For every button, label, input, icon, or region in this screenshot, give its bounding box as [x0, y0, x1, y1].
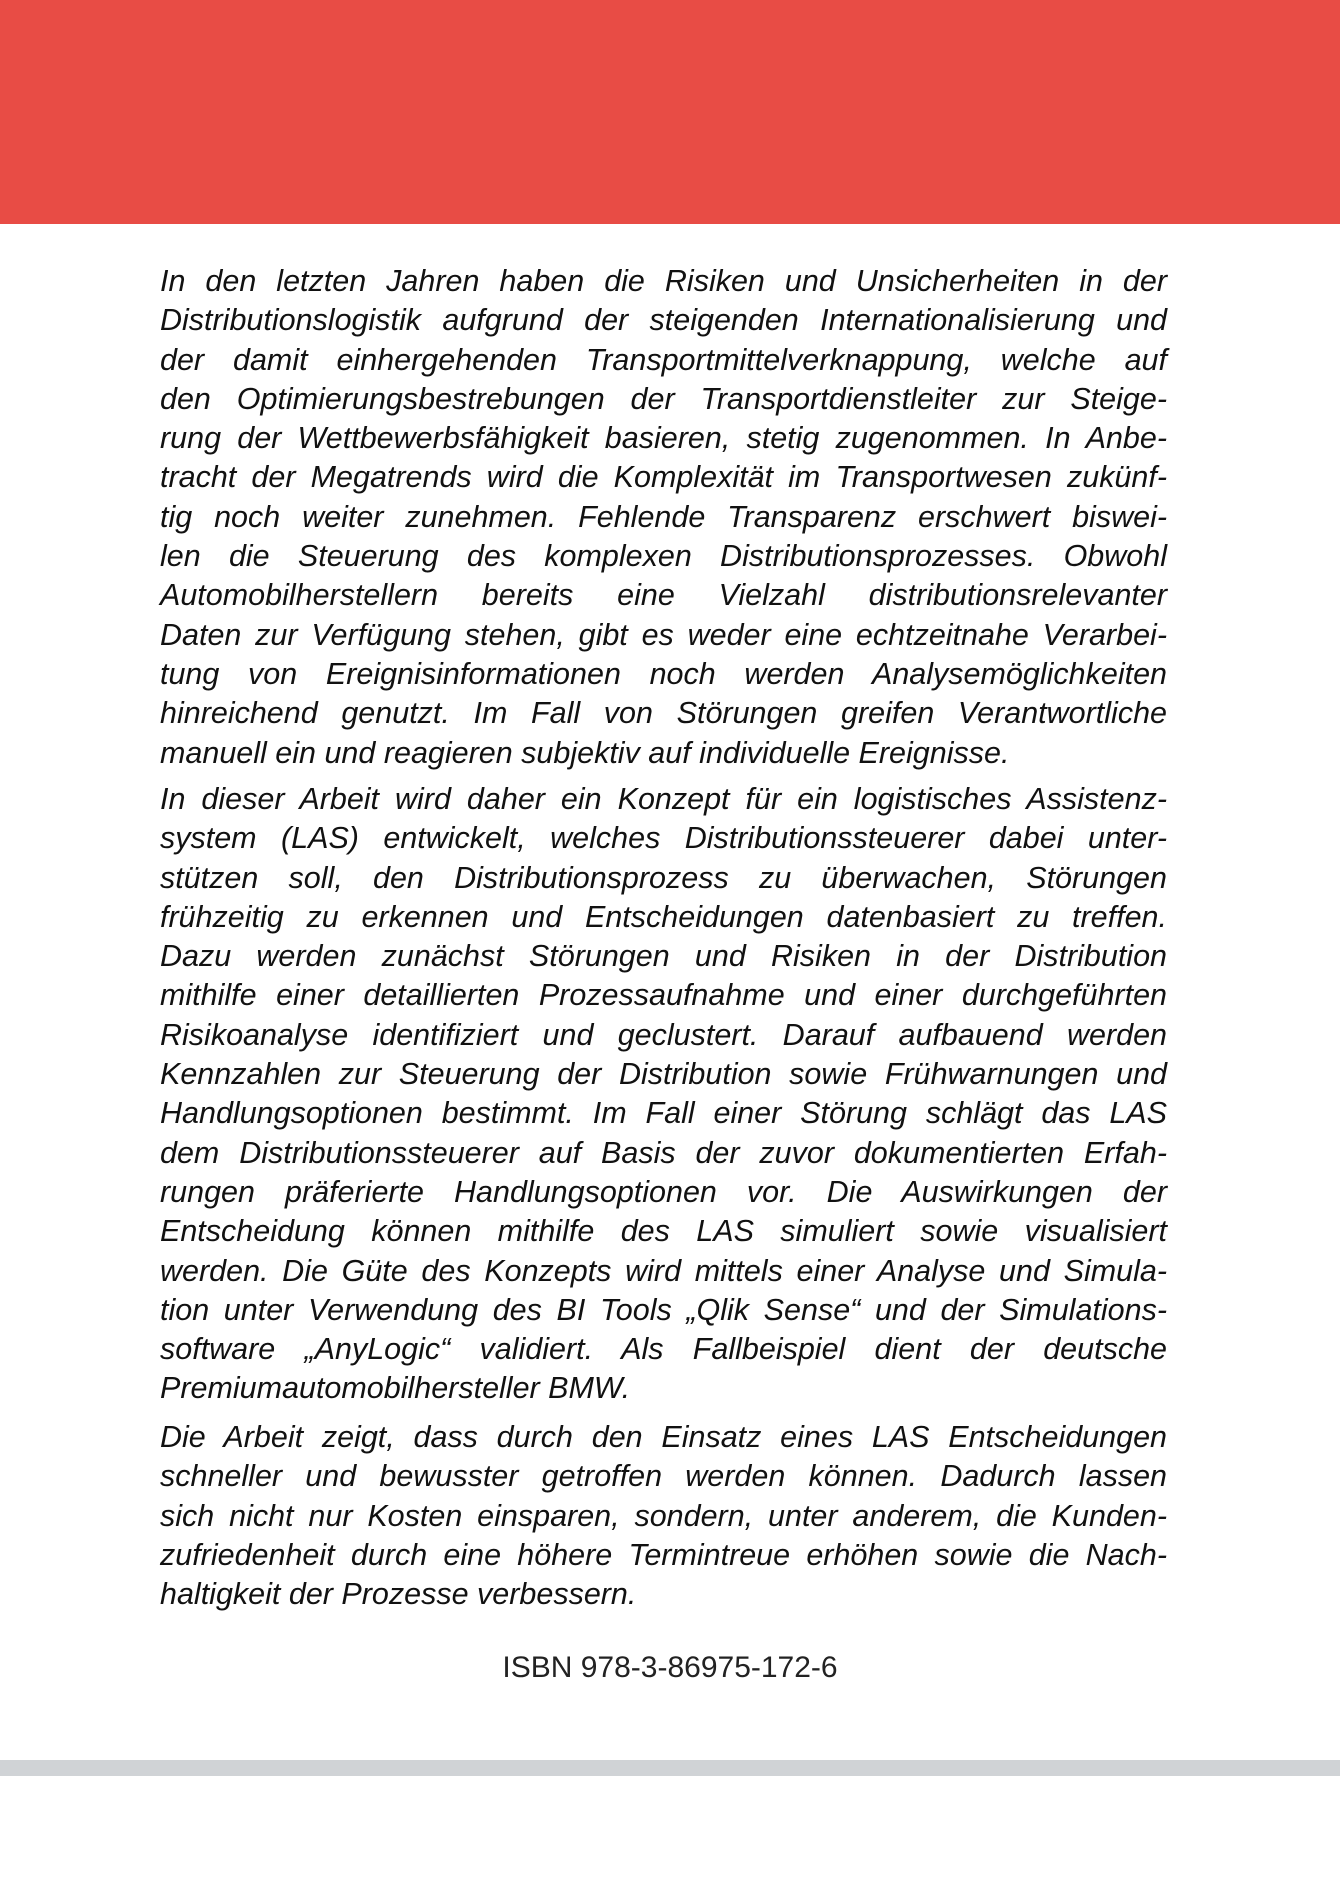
text-line: Premiumautomobilhersteller BMW. — [160, 1371, 631, 1406]
text-line: hinreichend genutzt. Im Fall von Störungen greifen Verantwortliche — [160, 696, 1167, 731]
text-line: dem Distributionssteuerer auf Basis der zuvor dokumentierten Erfah- — [160, 1135, 1167, 1170]
text-line: stützen soll, den Distributionsprozess zu überwachen, Störungen — [160, 860, 1167, 895]
text-line: sich nicht nur Kosten einsparen, sondern, unter anderem, die Kunden- — [160, 1498, 1167, 1533]
text-line: rungen präferierte Handlungsoptionen vor. Die Auswirkungen der — [160, 1174, 1167, 1209]
text-line: Kennzahlen zur Steuerung der Distribution sowie Frühwarnungen und — [160, 1057, 1167, 1092]
text-line: rung der Wettbewerbsfähigkeit basieren, stetig zugenommen. In Anbe- — [160, 421, 1167, 456]
text-line: frühzeitig zu erkennen und Entscheidungen datenbasiert zu treffen. — [160, 899, 1167, 934]
text-line: Distributionslogistik aufgrund der steigenden Internationalisierung und — [160, 303, 1167, 338]
text-line: In den letzten Jahren haben die Risiken und Unsicherheiten in der — [160, 264, 1167, 298]
text-line: Entscheidung können mithilfe des LAS simuliert sowie visualisiert — [160, 1214, 1167, 1249]
text-line: Die Arbeit zeigt, dass durch den Einsatz eines LAS Entscheidungen — [160, 1420, 1167, 1454]
top-color-band — [0, 0, 1340, 224]
abstract-paragraph-3 — [160, 1418, 1167, 1614]
text-line: werden. Die Güte des Konzepts wird mittels einer Analyse und Simula- — [160, 1253, 1167, 1288]
text-line: Handlungsoptionen bestimmt. Im Fall einer Störung schlägt das LAS — [160, 1096, 1167, 1131]
text-line: tig noch weiter zunehmen. Fehlende Transparenz erschwert biswei- — [160, 499, 1167, 534]
text-line: schneller und bewusster getroffen werden können. Dadurch lassen — [160, 1459, 1167, 1494]
text-line: zufriedenheit durch eine höhere Termintreue erhöhen sowie die Nach- — [160, 1537, 1167, 1572]
text-line: tracht der Megatrends wird die Komplexität im Transportwesen zukünf- — [160, 460, 1167, 495]
isbn-number: ISBN 978-3-86975-172-6 — [502, 1651, 838, 1684]
abstract-paragraph-1 — [160, 262, 1167, 773]
text-line: manuell ein und reagieren subjektiv auf individuelle Ereignisse. — [160, 735, 1010, 770]
text-line: system (LAS) entwickelt, welches Distributionssteuerer dabei unter- — [160, 821, 1167, 856]
text-line: Daten zur Verfügung stehen, gibt es weder eine echtzeitnahe Verarbei- — [160, 617, 1167, 652]
text-line: software „AnyLogic“ validiert. Als Fallbeispiel dient der deutsche — [160, 1332, 1167, 1367]
text-line: Automobilherstellern bereits eine Vielzahl distributionsrelevanter — [160, 578, 1167, 613]
abstract-paragraph-2 — [160, 780, 1167, 1409]
text-line: In dieser Arbeit wird daher ein Konzept für ein logistisches Assistenz- — [160, 782, 1167, 816]
text-line: tion unter Verwendung des BI Tools „Qlik Sense“ und der Simulations- — [160, 1292, 1167, 1327]
text-line: Dazu werden zunächst Störungen und Risiken in der Distribution — [160, 939, 1167, 974]
text-line: tung von Ereignisinformationen noch werden Analysemöglichkeiten — [160, 656, 1167, 691]
text-line: len die Steuerung des komplexen Distributionsprozesses. Obwohl — [160, 539, 1167, 574]
bottom-divider-band — [0, 1760, 1340, 1776]
text-line: den Optimierungsbestrebungen der Transportdienstleiter zur Steige- — [160, 381, 1167, 416]
text-line: der damit einhergehenden Transportmittelverknappung, welche auf — [160, 342, 1167, 377]
text-line: Risikoanalyse identifiziert und geclustert. Darauf aufbauend werden — [160, 1017, 1167, 1052]
text-line: mithilfe einer detaillierten Prozessaufnahme und einer durchgeführten — [160, 978, 1167, 1013]
text-line: haltigkeit der Prozesse verbessern. — [160, 1577, 637, 1612]
